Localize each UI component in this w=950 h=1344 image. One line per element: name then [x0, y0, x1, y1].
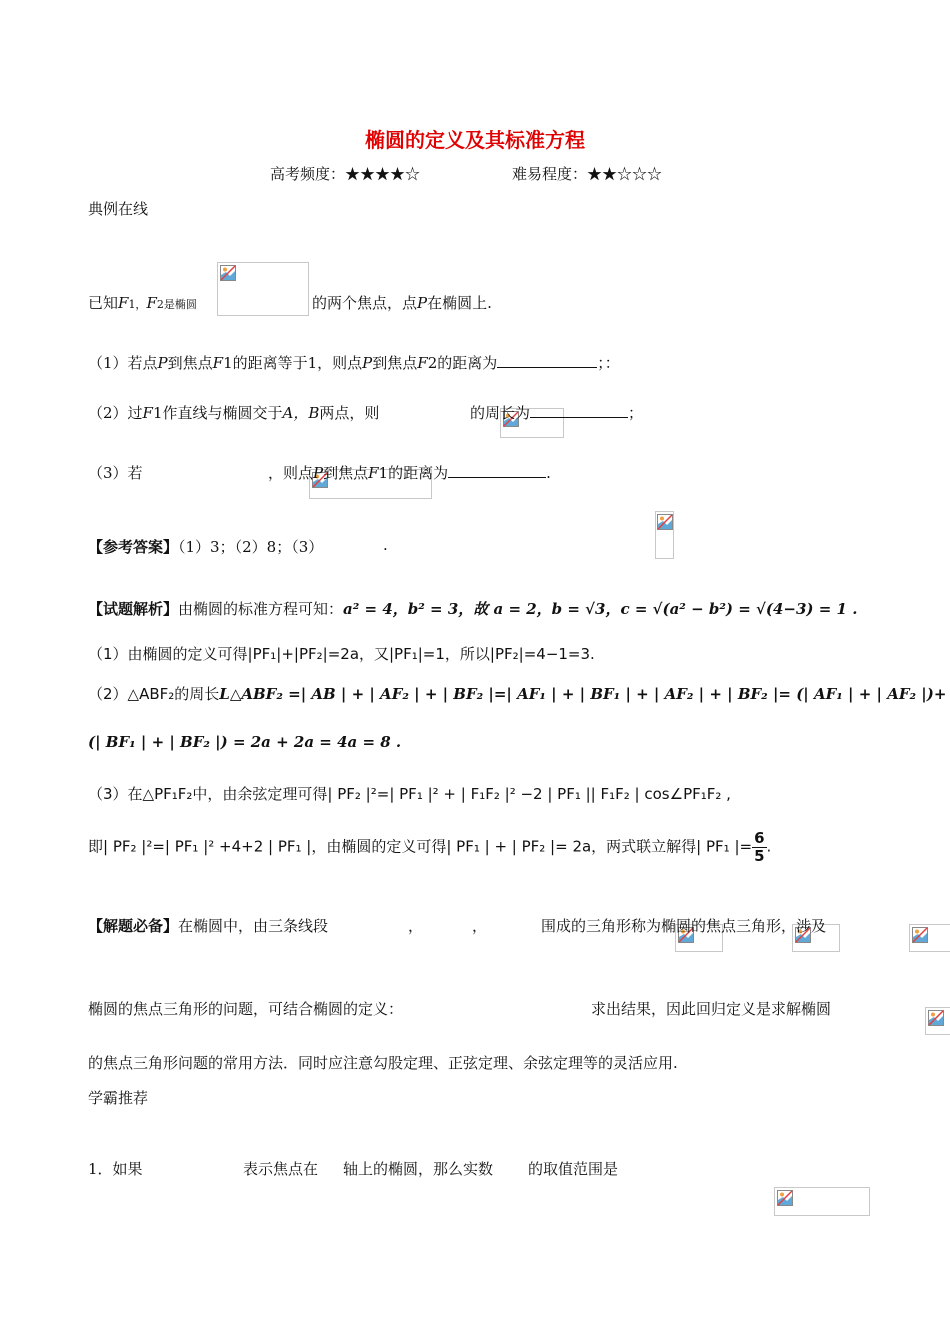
analysis-line-6 — [88, 830, 771, 864]
text: 2是椭圆 — [156, 298, 197, 311]
text: （3）若 — [88, 464, 143, 482]
question-3-tail — [268, 462, 551, 483]
question-3 — [88, 462, 143, 483]
text: 已知 — [88, 294, 119, 312]
math-text: a² = 4，b² = 3，故 a = 2，b = √3，c = √(a² − b²) = √(4−3) = 1 . — [343, 600, 858, 618]
tips-line-3: 的焦点三角形问题的常用方法．同时应注意勾股定理、正弦定理、余弦定理等的灵活应用. — [88, 1054, 678, 1072]
text: 由椭圆的标准方程可知： — [178, 600, 344, 618]
text: . — [766, 837, 772, 856]
text: （1）若点 — [88, 354, 158, 372]
answer-end: . — [383, 536, 388, 554]
broken-image-icon — [777, 1190, 793, 1206]
analysis-line-1 — [88, 598, 857, 619]
page-title: 椭圆的定义及其标准方程 — [365, 128, 585, 152]
fraction-numerator: 6 — [754, 829, 765, 847]
text: 到焦点 — [323, 464, 369, 482]
text: P — [157, 354, 168, 372]
text: A，B — [282, 404, 320, 422]
text: P — [313, 464, 324, 482]
text: F — [212, 354, 224, 372]
text: ； — [628, 404, 644, 422]
section-example: 典例在线 — [88, 200, 149, 218]
difficulty-rating: 难易程度：★★☆☆☆ — [512, 165, 663, 183]
answer-line — [88, 536, 323, 557]
answer-fraction-image — [655, 511, 674, 559]
tips-line-2: 椭圆的焦点三角形的问题，可结合椭圆的定义： — [88, 1000, 404, 1018]
text: 两点，则 — [319, 404, 380, 422]
analysis-line-2: （1）由椭圆的定义可得|PF₁|+|PF₂|=2a，又|PF₁|=1，所以|PF₂|=4−1=3. — [88, 645, 595, 663]
text: 在椭圆中，由三条线段 — [178, 917, 329, 935]
text: P — [417, 294, 428, 312]
question-2-tail — [470, 402, 643, 423]
question-intro-tail — [312, 292, 492, 313]
broken-image-icon — [220, 265, 236, 281]
text: 的两个焦点，点 — [312, 294, 418, 312]
segment-image-3 — [909, 924, 950, 952]
text: F — [368, 464, 379, 482]
exercise-1-part-a: 表示焦点在 — [243, 1160, 319, 1178]
fraction-denominator: 5 — [754, 846, 765, 865]
answer-blank[interactable] — [497, 366, 597, 368]
text: 到焦点 — [372, 354, 418, 372]
analysis-line-3 — [88, 683, 946, 704]
exercise-1-part-c: 的取值范围是 — [528, 1160, 619, 1178]
answer-blank[interactable] — [448, 476, 546, 478]
math-text: L△ABF₂ =| AB | + | AF₂ | + | BF₂ |=| AF₁ | + | BF₁ | + | AF₂ | + | BF₂ |= (| AF₁ | + | AF₂ |)+ — [219, 685, 947, 703]
text: . — [546, 464, 551, 482]
analysis-line-4 — [88, 733, 401, 751]
text: 1的距离为 — [378, 464, 449, 482]
text: F — [118, 294, 129, 312]
frequency-rating: 高考频度：★★★★☆ — [270, 165, 421, 183]
tips-label: 【解题必备】 — [88, 917, 179, 935]
text: 在椭圆上. — [427, 294, 492, 312]
text: ，则点 — [268, 464, 314, 482]
tips-line-2-tail: 求出结果，因此回归定义是求解椭圆 — [591, 1000, 832, 1018]
text: （2）△ABF₂的周长 — [88, 685, 220, 703]
analysis-label: 【试题解析】 — [88, 600, 179, 618]
text: 1的距离等于1，则点 — [223, 354, 363, 372]
text: 1， — [128, 298, 147, 311]
text: 1作直线与椭圆交于 — [152, 404, 283, 422]
text: P — [362, 354, 373, 372]
exercise-equation-image — [774, 1187, 870, 1216]
answer-text: （1）3；（2）8；（3） — [178, 538, 324, 556]
definition-formula-image — [925, 1007, 950, 1035]
ellipse-equation-image — [217, 262, 309, 316]
text: 的周长为 — [470, 404, 531, 422]
text: 到焦点 — [167, 354, 213, 372]
answer-label: 【参考答案】 — [88, 538, 179, 556]
text: （2）过 — [88, 404, 143, 422]
exercise-1-part-b: 轴上的椭圆，那么实数 — [343, 1160, 494, 1178]
question-1 — [88, 352, 620, 373]
broken-image-icon — [928, 1010, 944, 1026]
exercise-1: 1．如果 — [88, 1160, 143, 1178]
question-intro — [88, 292, 197, 313]
math-text: (| BF₁ | + | BF₂ |) = 2a + 2a = 4a = 8 . — [88, 733, 402, 751]
section-recommend: 学霸推荐 — [88, 1089, 149, 1107]
text: 2的距离为 — [427, 354, 498, 372]
text: F — [417, 354, 428, 372]
text: ；： — [597, 354, 620, 372]
text: F — [146, 294, 157, 312]
broken-image-icon — [657, 514, 673, 530]
fraction — [752, 830, 766, 864]
tips-line-1-tail: 围成的三角形称为椭圆的焦点三角形，涉及 — [541, 917, 827, 935]
answer-blank[interactable] — [530, 416, 628, 418]
comma: ， — [472, 917, 488, 935]
text: 即| PF₂ |²=| PF₁ |² +4+2 | PF₁ |，由椭圆的定义可得| PF₁ | + | PF₂ |= 2a，两式联立解得| PF₁ |= — [88, 837, 753, 856]
comma: ， — [408, 917, 424, 935]
tips-line-1 — [88, 915, 328, 936]
text: F — [142, 404, 153, 422]
broken-image-icon — [912, 927, 928, 943]
question-2 — [88, 402, 379, 423]
analysis-line-5: （3）在△PF₁F₂中，由余弦定理可得| PF₂ |²=| PF₁ |² + | F₁F₂ |² −2 | PF₁ || F₁F₂ | cos∠PF₁F₂ , — [88, 785, 731, 803]
